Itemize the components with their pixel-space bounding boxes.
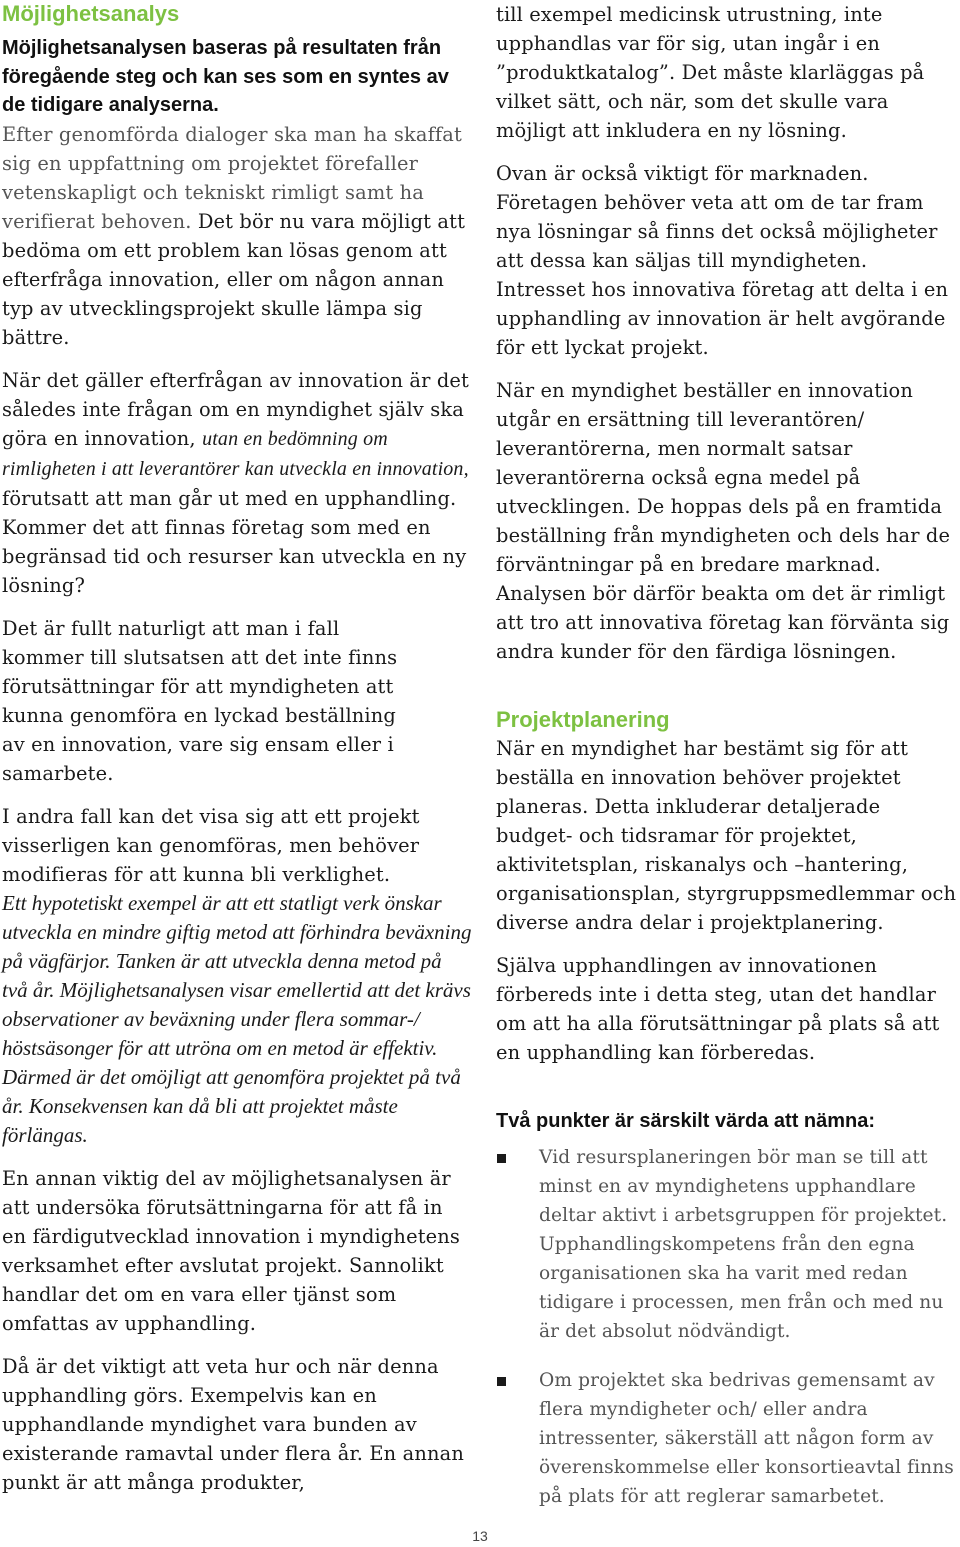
square-bullet-icon: [497, 1377, 506, 1386]
paragraph-6: Då är det viktigt att veta hur och när denna upphandling görs. Exempelvis kan en upphandlande myndighet vara bunden av existerande ramavtal under flera år. En annan punkt är att många produkter,: [2, 1354, 464, 1494]
paragraph-3: Det är fullt naturligt att man i fall kommer till slutsatsen att det inte finns förutsättningar för att myndigheten att kunna genomföra en lyckad beställning av en innovation, vare sig ensam eller i samarbete.: [2, 616, 398, 785]
paragraph-2: [2, 366, 472, 600]
paragraph-1-rest: Det bör nu vara möjligt att bedöma om ett problem kan lösas genom att efterfråga innovation, eller om någon annan typ av utvecklingsprojekt skulle lämpa sig bättre.: [2, 209, 466, 349]
right-paragraph-4: När en myndighet har bestämt sig för att beställa en innovation behöver projektet planeras. Detta inkluderar detaljerade budget- och tidsramar för projektet, aktivitetsplan, riskanalys och –hantering, organisationsplan, styrgruppsmedlemmar och diverse andra delar i projektplanering.: [496, 737, 957, 934]
example-italic-block: Ett hypotetiskt exempel är att ett statligt verk önskar utveckla en mindre giftig metod att förhindra beväxning på vägfärjor. Tanken är att utveckla denna metod på två år. Möjlighetsanalysen visar emellertid att det krävs observationer av beväxning under flera sommar-/ höstsäsonger för att utröna om en metod är effektiv. Därmed är det omöjligt att genomföra projektet på två år. Konsekvensen kan då bli att projektet måste förlängas.: [2, 890, 472, 1147]
bullet-text: Om projektet ska bedrivas gemensamt av flera myndigheter och/ eller andra intressenter, säkerställ att någon form av överenskommelse eller konsortieavtal finns på plats för att reglerar samarbetet.: [539, 1370, 954, 1507]
paragraph-2-italic: utan en bedömning om rimligheten i att leverantörer kan utveckla en innovation,: [2, 427, 469, 480]
section-title-mojlighetsanalys: Möjlighetsanalys: [2, 1, 180, 26]
bullet-list: [496, 1143, 958, 1511]
right-column: [496, 0, 958, 1511]
left-column: [2, 0, 472, 1497]
page-number: 13: [472, 1528, 488, 1544]
paragraph-1: [2, 120, 472, 352]
right-paragraph-2: Ovan är också viktigt för marknaden. Företagen behöver veta att om de tar fram nya lösningar så finns det också möjligheter att dessa kan säljas till myndigheten. Intresset hos innovativa företag att delta i en upphandling av innovation är helt avgörande för ett lyckat projekt.: [496, 162, 949, 359]
paragraph-5: En annan viktig del av möjlighetsanalysen är att undersöka förutsättningarna för att få in en färdigutvecklad innovation i myndighetens verksamhet efter avslutat projekt. Sannolikt handlar det om en vara eller tjänst som omfattas av upphandling.: [2, 1166, 461, 1335]
right-paragraph-5: Själva upphandlingen av innovationen förbereds inte i detta steg, utan det handlar om att ha alla förutsättningar på plats så att en upphandling kan förberedas.: [496, 954, 940, 1064]
bullet-item: [496, 1143, 958, 1346]
paragraph-1-gray: Efter genomförda dialoger ska man ha skaffat sig en uppfattning om projektet förefaller vetenskapligt och tekniskt rimligt samt ha verifierat behoven.: [2, 122, 462, 233]
bullet-heading: Två punkter är särskilt värda att nämna:: [496, 1110, 876, 1132]
paragraph-2-a: När det gäller efterfrågan av innovation är det således inte frågan om en myndighet själv ska göra en innovation,: [2, 368, 469, 450]
paragraph-4: I andra fall kan det visa sig att ett projekt visserligen kan genomföras, men behöver modifieras för att kunna bli verklighet.: [2, 804, 420, 886]
paragraph-2-b: förutsatt att man går ut med en upphandling. Kommer det att finnas företag som med en begränsad tid och resurser kan utveckla en ny lösning?: [2, 486, 467, 597]
lead-paragraph: Möjlighetsanalysen baseras på resultaten från föregående steg och kan ses som en syntes av de tidigare analyserna.: [2, 37, 449, 116]
right-paragraph-3: När en myndighet beställer en innovation utgår en ersättning till leverantören/ leverantörerna, men normalt satsar leverantörerna också egna medel på utvecklingen. De hoppas dels på en framtida beställning från myndigheten och dels har de förväntningar på en bredare marknad. Analysen bör därför beakta om det är rimligt att tro att innovativa företag kan förvänta sig andra kunder för den färdiga lösningen.: [496, 379, 951, 663]
section-title-projektplanering: Projektplanering: [496, 707, 670, 732]
bullet-text: Vid resursplaneringen bör man se till att minst en av myndighetens upphandlare deltar aktivt i arbetsgruppen för projektet. Upphandlingskompetens från den egna organisationen ska ha varit med redan tidigare i processen, men från och med nu är det absolut nödvändigt.: [539, 1147, 948, 1342]
square-bullet-icon: [497, 1154, 506, 1163]
right-paragraph-1: till exempel medicinsk utrustning, inte upphandlas var för sig, utan ingår i en ”produktkatalog”. Det måste klarläggas på vilket sätt, och när, som det skulle vara möjligt att inkludera en ny lösning.: [496, 3, 925, 142]
bullet-item: [496, 1366, 958, 1511]
